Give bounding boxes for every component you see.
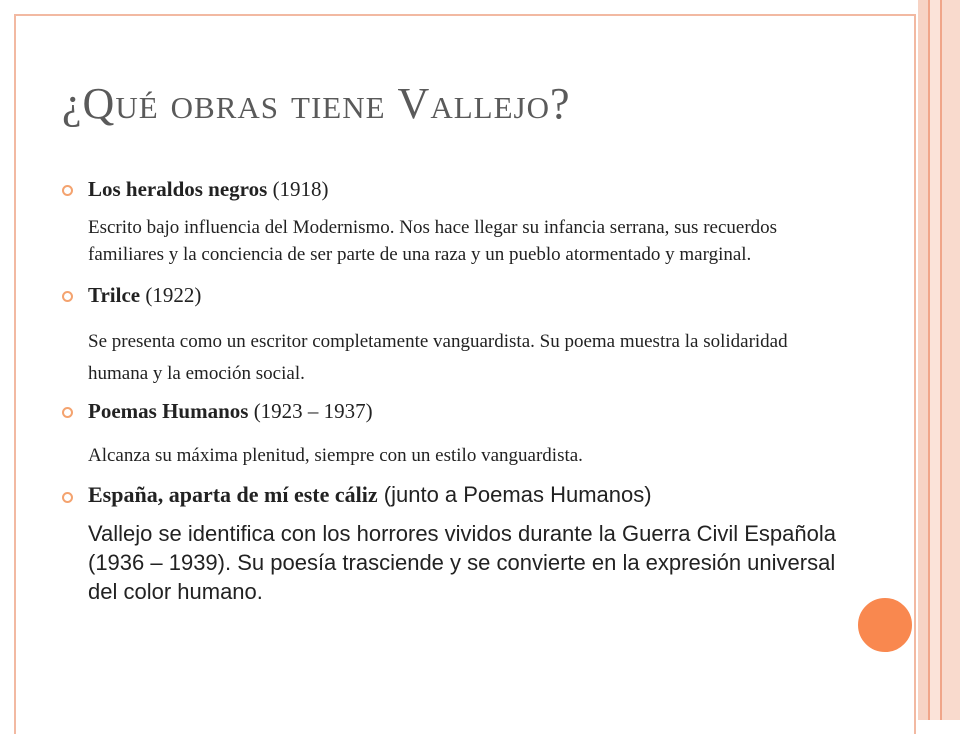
bullet-list (62, 170, 842, 606)
list-item (62, 396, 842, 469)
decorative-circle (856, 596, 914, 654)
item-heading (88, 280, 842, 310)
bullet-icon (62, 407, 73, 418)
item-heading (88, 396, 842, 426)
title-word-1: ué obras tiene (115, 79, 398, 128)
title-prefix: ¿Q (62, 79, 116, 128)
list-item (62, 174, 842, 268)
bullet-icon (62, 492, 73, 503)
work-detail: (1923 – 1937) (248, 399, 373, 423)
item-description: Vallejo se identifica con los horrores vividos durante la Guerra Civil Española (1936 – 1939). Su poesía trasciende y se convierte en la expresión universal del color humano. (88, 521, 836, 604)
decorative-stripe (918, 0, 928, 720)
work-detail: (1918) (267, 177, 329, 201)
work-title: España, aparta de mí este cáliz (88, 482, 378, 507)
work-detail: (1922) (140, 283, 202, 307)
item-heading (88, 174, 842, 204)
item-description: Escrito bajo influencia del Modernismo. Nos hace llegar su infancia serrana, sus recuerdos familiares y la conciencia de ser parte de una raza y un pueblo atormentado y marginal. (88, 217, 778, 265)
list-item (62, 481, 842, 606)
list-item (62, 280, 842, 390)
work-title: Poemas Humanos (88, 399, 249, 423)
bullet-icon (62, 291, 73, 302)
work-title: Los heraldos negros (88, 177, 268, 201)
item-description: Alcanza su máxima plenitud, siempre con un estilo vanguardista. (88, 445, 583, 466)
work-title: Trilce (88, 283, 141, 307)
item-description: Se presenta como un escritor completamente vanguardista. Su poema muestra la solidaridad humana y la emoción social. (88, 331, 788, 384)
slide-title (62, 78, 571, 129)
title-word-2: allejo (430, 79, 550, 128)
decorative-stripe (942, 0, 960, 720)
decorative-stripe (930, 0, 940, 720)
work-detail: (junto a Poemas Humanos) (377, 482, 652, 507)
title-v: V (397, 79, 431, 128)
item-heading (88, 481, 842, 509)
bullet-icon (62, 185, 73, 196)
title-suffix: ? (549, 79, 571, 128)
